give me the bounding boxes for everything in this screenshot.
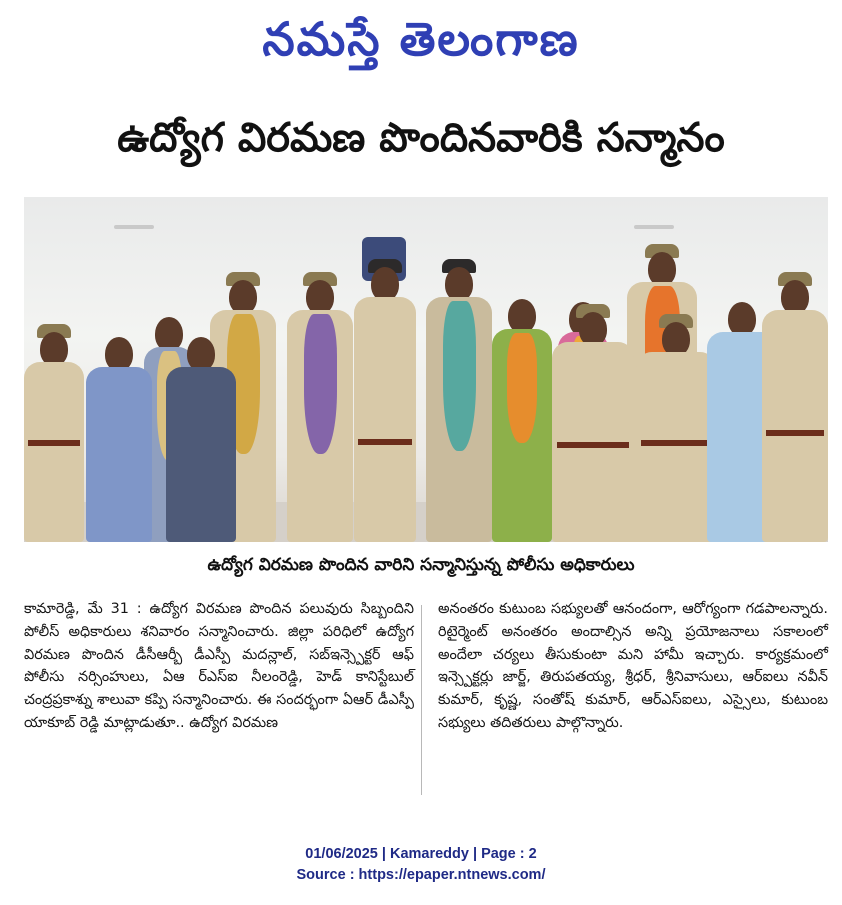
footer-date-edition: 01/06/2025 | Kamareddy | Page : 2: [305, 846, 537, 862]
article-photo: [24, 197, 828, 542]
person-figure: [354, 267, 416, 542]
article-headline: ఉద్యోగ విరమణ పొందినవారికి సన్మానం: [117, 115, 725, 161]
person-figure: [552, 312, 634, 542]
ceiling-fan-left: [114, 225, 154, 229]
column-divider: [421, 605, 422, 795]
person-figure: [492, 299, 552, 542]
person-figure: [287, 280, 353, 542]
person-figure: [166, 337, 236, 542]
person-figure: [426, 267, 492, 542]
article-body-right-column: అనంతరం కుటుంబ సభ్యులతో ఆనందంగా, ఆరోగ్యంగా గడపాలన్నారు. రిటైర్మెంట్ అనంతరం అందాల్సిన అన్ని ప్రయోజనాలు సకాలంలో అందేలా చర్యలు తీసుకుంటా మని హామీ ఇచ్చారు. కార్యక్రమంలో ఇన్స్పెక్టర్లు జార్జ్, తిరుపతయ్య, శ్రీధర్, శ్రీనివాసులు, ఆర్ఐలు నవీన్ కుమార్, కృష్ణ, సంతోష్ కుమార్, ఆర్ఎస్ఐలు, ఎస్సైలు, కుటుంబ సభ్యులు తదితరులు పాల్గొన్నారు.: [438, 601, 828, 731]
masthead-title: నమస్తే తెలంగాణ: [262, 12, 580, 66]
person-figure: [24, 332, 84, 542]
person-figure: [636, 322, 716, 542]
footer-source: Source : https://epaper.ntnews.com/: [296, 867, 546, 883]
ceiling-fan-right: [634, 225, 674, 229]
page-footer: [0, 844, 842, 886]
person-figure: [762, 280, 828, 542]
article-body-left-column: కామారెడ్డి, మే 31 : ఉద్యోగ విరమణ పొందిన పలువురు సిబ్బందిని పోలీస్ అధికారులు శనివారం సన్మానించారు. జిల్లా పరిధిలో ఉద్యోగ విరమణ పొందిన డీసీఆర్బీ డీఎస్పీ మదన్లాల్, సబ్ఇన్స్పెక్టర్ ఆఫ్ పోలీసు నర్సింహులు, ఏఆ ర్ఎస్ఐ నీలంరెడ్డి, హెడ్ కానిస్టేబుల్ చంద్రప్రకాశ్ను శాలువా కప్పి సన్మానించారు. ఈ సందర్భంగా ఏఆర్ డీఎస్పీ యాకూబ్ రెడ్డి మాట్లాడుతూ.. ఉద్యోగ విరమణ: [24, 601, 414, 731]
photo-caption: ఉద్యోగ విరమణ పొందిన వారిని సన్మానిస్తున్న పోలీసు అధికారులు: [207, 555, 635, 575]
newspaper-masthead: [0, 8, 842, 70]
person-figure: [86, 337, 152, 542]
